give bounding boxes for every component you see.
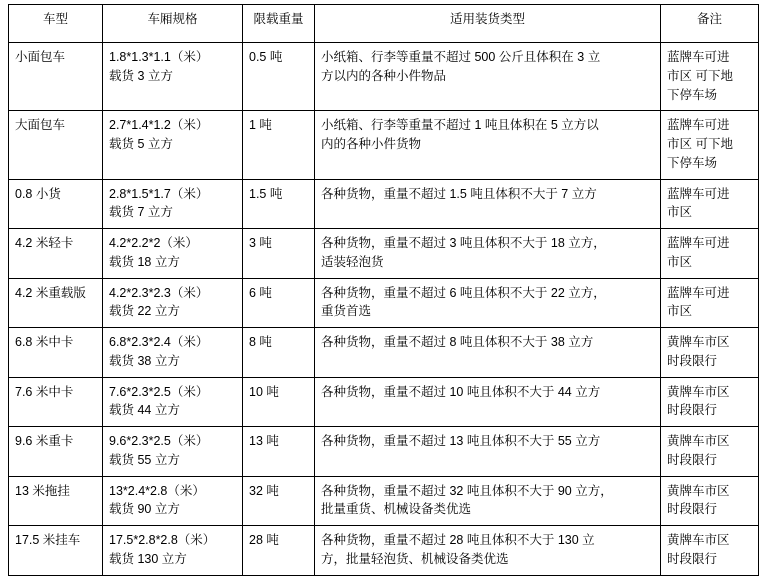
cell-vehicle-type: 小面包车 — [9, 43, 103, 111]
cell-remark-line: 黄牌车市区 — [667, 434, 730, 448]
cell-cargo-type-line: 各种货物，重量不超过 8 吨且体积不大于 38 立方 — [321, 335, 594, 349]
cell-vehicle-type: 7.6 米中卡 — [9, 377, 103, 427]
cell-cargo-type-line: 方以内的各种小件物品 — [321, 68, 447, 83]
cell-vehicle-type: 4.2 米轻卡 — [9, 229, 103, 279]
cell-cargo-type — [315, 179, 661, 229]
cell-cabin-spec-line: 9.6*2.3*2.5（米） — [109, 434, 209, 448]
cell-remark-line: 蓝牌车可进 — [667, 50, 730, 64]
table-row — [9, 229, 759, 279]
cell-cargo-type-line: 内的各种小件货物 — [321, 137, 422, 151]
cell-cabin-spec-line: 4.2*2.2*2（米） — [109, 236, 198, 250]
table-row — [9, 377, 759, 427]
cell-load-limit: 6 吨 — [243, 278, 315, 328]
cell-cargo-type-line: 小纸箱、行李等重量不超过 500 公斤且体积在 3 立 — [321, 50, 601, 64]
cell-remark-line: 时段限行 — [667, 403, 718, 418]
table-row — [9, 427, 759, 477]
cell-remark — [661, 43, 759, 111]
cell-remark — [661, 229, 759, 279]
cell-vehicle-type: 17.5 米挂车 — [9, 526, 103, 576]
cell-cargo-type-line: 重货首选 — [321, 304, 372, 319]
column-header-remark: 备注 — [661, 5, 759, 43]
cell-load-limit: 10 吨 — [243, 377, 315, 427]
cell-cargo-type-line: 各种货物，重量不超过 10 吨且体积不大于 44 立方 — [321, 384, 601, 399]
cell-remark-line: 蓝牌车可进 — [667, 236, 730, 250]
cell-cabin-spec-line: 1.8*1.3*1.1（米） — [109, 50, 209, 64]
cell-cargo-type-line: 各种货物，重量不超过 1.5 吨且体积不大于 7 立方 — [321, 186, 597, 201]
cell-cabin-spec-line: 2.8*1.5*1.7（米） — [109, 186, 209, 201]
cell-vehicle-type: 4.2 米重载版 — [9, 278, 103, 328]
table-row — [9, 278, 759, 328]
cell-cabin-spec — [103, 229, 243, 279]
cell-vehicle-type: 9.6 米重卡 — [9, 427, 103, 477]
cell-remark — [661, 476, 759, 526]
cell-cargo-type-line: 各种货物，重量不超过 3 吨且体积不大于 18 立方， — [321, 236, 606, 250]
cell-cargo-type — [315, 328, 661, 378]
cell-cargo-type — [315, 229, 661, 279]
cell-remark-line: 时段限行 — [667, 551, 718, 566]
cell-load-limit: 32 吨 — [243, 476, 315, 526]
cell-cargo-type — [315, 278, 661, 328]
cell-cabin-spec-line: 4.2*2.3*2.3（米） — [109, 285, 209, 300]
cell-cargo-type-line: 各种货物，重量不超过 28 吨且体积不大于 130 立 — [321, 533, 595, 547]
cell-cabin-spec — [103, 179, 243, 229]
table-header-row — [9, 5, 759, 43]
cell-load-limit: 8 吨 — [243, 328, 315, 378]
cell-cabin-spec — [103, 111, 243, 179]
cell-cargo-type — [315, 43, 661, 111]
cell-remark-line: 时段限行 — [667, 452, 718, 467]
cell-load-limit: 1.5 吨 — [243, 179, 315, 229]
cell-remark-line: 下停车场 — [667, 155, 718, 170]
cell-load-limit: 1 吨 — [243, 111, 315, 179]
cell-cargo-type-line: 小纸箱、行李等重量不超过 1 吨且体积在 5 立方以 — [321, 118, 599, 133]
cell-remark-line: 市区 可下地 — [667, 68, 733, 83]
cell-remark-line: 蓝牌车可进 — [667, 285, 730, 300]
cell-remark-line: 下停车场 — [667, 87, 718, 102]
cell-remark-line: 市区 — [667, 304, 693, 319]
column-header-cargo-type: 适用装货类型 — [315, 5, 661, 43]
table-row — [9, 328, 759, 378]
cell-cargo-type-line: 方，批量轻泡货、机械设备类优选 — [321, 551, 509, 566]
cell-cabin-spec — [103, 328, 243, 378]
cell-cabin-spec-line: 载货 5 立方 — [109, 137, 173, 151]
cell-cargo-type-line: 适装轻泡货 — [321, 254, 384, 269]
cell-remark — [661, 526, 759, 576]
cell-remark — [661, 427, 759, 477]
cell-cabin-spec — [103, 476, 243, 526]
cell-remark-line: 时段限行 — [667, 502, 718, 517]
cell-cargo-type-line: 各种货物，重量不超过 32 吨且体积不大于 90 立方， — [321, 483, 613, 498]
cell-remark-line: 市区 可下地 — [667, 137, 733, 151]
table-row — [9, 179, 759, 229]
cell-cargo-type — [315, 526, 661, 576]
cell-cabin-spec — [103, 427, 243, 477]
cell-remark-line: 黄牌车市区 — [667, 483, 730, 498]
cell-remark — [661, 328, 759, 378]
cell-load-limit: 13 吨 — [243, 427, 315, 477]
cell-remark — [661, 377, 759, 427]
cell-load-limit: 3 吨 — [243, 229, 315, 279]
cell-cabin-spec-line: 载货 90 立方 — [109, 502, 180, 517]
cell-remark — [661, 111, 759, 179]
cell-load-limit: 28 吨 — [243, 526, 315, 576]
table-row — [9, 111, 759, 179]
cell-remark-line: 蓝牌车可进 — [667, 118, 730, 133]
cell-cabin-spec-line: 载货 44 立方 — [109, 403, 180, 418]
cell-vehicle-type: 大面包车 — [9, 111, 103, 179]
cell-cabin-spec-line: 载货 130 立方 — [109, 551, 187, 566]
cell-remark — [661, 278, 759, 328]
cell-cargo-type-line: 各种货物，重量不超过 13 吨且体积不大于 55 立方 — [321, 434, 601, 448]
vehicle-spec-table — [8, 4, 759, 576]
cell-remark-line: 市区 — [667, 205, 693, 220]
cell-cargo-type — [315, 476, 661, 526]
cell-cargo-type — [315, 427, 661, 477]
cell-cabin-spec-line: 17.5*2.8*2.8（米） — [109, 533, 216, 547]
cell-cabin-spec-line: 载货 18 立方 — [109, 254, 180, 269]
cell-cabin-spec-line: 6.8*2.3*2.4（米） — [109, 335, 209, 349]
table-row — [9, 476, 759, 526]
cell-remark-line: 蓝牌车可进 — [667, 186, 730, 201]
cell-cabin-spec-line: 13*2.4*2.8（米） — [109, 483, 205, 498]
cell-remark-line: 黄牌车市区 — [667, 533, 730, 547]
cell-cabin-spec-line: 载货 55 立方 — [109, 452, 180, 467]
cell-remark-line: 黄牌车市区 — [667, 384, 730, 399]
cell-cargo-type-line: 批量重货、机械设备类优选 — [321, 502, 472, 517]
cell-remark-line: 市区 — [667, 254, 693, 269]
cell-cabin-spec — [103, 43, 243, 111]
cell-cabin-spec-line: 7.6*2.3*2.5（米） — [109, 384, 209, 399]
column-header-cabin-spec: 车厢规格 — [103, 5, 243, 43]
cell-vehicle-type: 6.8 米中卡 — [9, 328, 103, 378]
cell-remark-line: 时段限行 — [667, 353, 718, 368]
cell-cabin-spec-line: 载货 3 立方 — [109, 68, 173, 83]
cell-vehicle-type: 0.8 小货 — [9, 179, 103, 229]
cell-cargo-type-line: 各种货物，重量不超过 6 吨且体积不大于 22 立方， — [321, 285, 606, 300]
cell-cabin-spec-line: 载货 22 立方 — [109, 304, 180, 319]
table-row — [9, 43, 759, 111]
cell-cabin-spec — [103, 526, 243, 576]
cell-cargo-type — [315, 111, 661, 179]
cell-vehicle-type: 13 米拖挂 — [9, 476, 103, 526]
column-header-vehicle-type: 车型 — [9, 5, 103, 43]
cell-cabin-spec — [103, 377, 243, 427]
column-header-load-limit: 限载重量 — [243, 5, 315, 43]
cell-load-limit: 0.5 吨 — [243, 43, 315, 111]
cell-cabin-spec-line: 2.7*1.4*1.2（米） — [109, 118, 209, 133]
cell-remark — [661, 179, 759, 229]
cell-cabin-spec-line: 载货 38 立方 — [109, 353, 180, 368]
table-body — [9, 43, 759, 576]
cell-cabin-spec-line: 载货 7 立方 — [109, 205, 173, 220]
cell-cargo-type — [315, 377, 661, 427]
table-row — [9, 526, 759, 576]
cell-remark-line: 黄牌车市区 — [667, 335, 730, 349]
cell-cabin-spec — [103, 278, 243, 328]
